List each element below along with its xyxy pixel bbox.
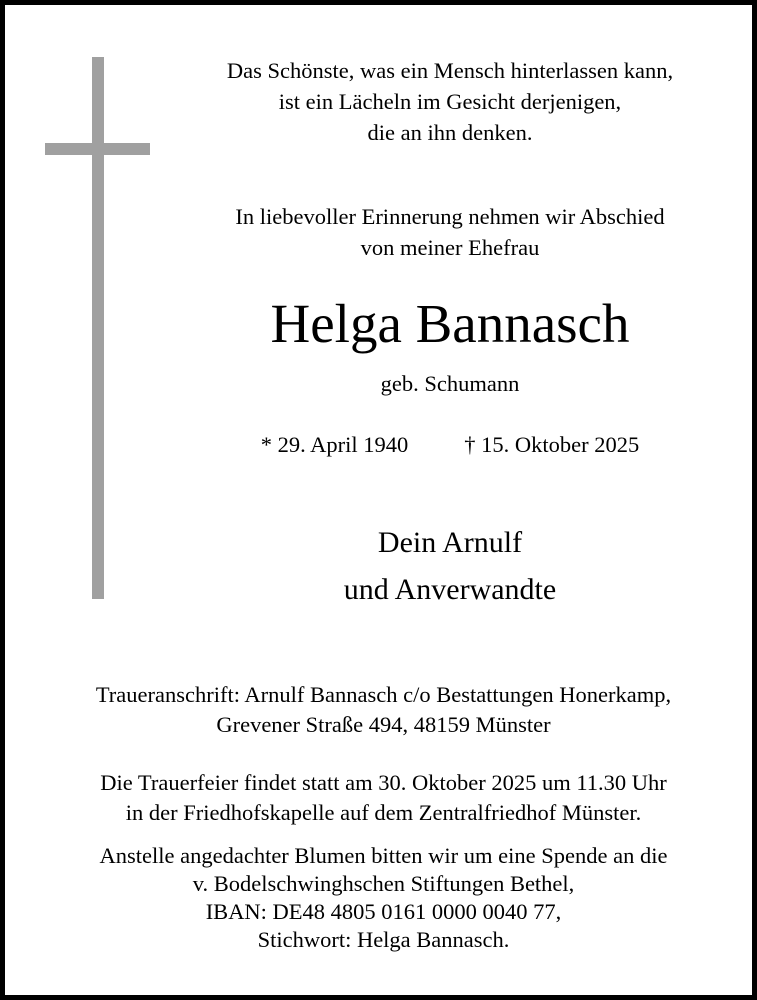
quote-line: die an ihn denken. [367, 120, 533, 145]
mourning-address [25, 680, 742, 740]
farewell-intro [155, 201, 745, 263]
donation-keyword: Stichwort: Helga Bannasch. [257, 927, 510, 952]
intro-line: In liebevoller Erinnerung nehmen wir Abschied [235, 204, 665, 229]
donation-request [25, 842, 742, 954]
address-line: Traueranschrift: Arnulf Bannasch c/o Bestattungen Honerkamp, [95, 682, 672, 707]
intro-line: von meiner Ehefrau [360, 235, 540, 260]
donation-iban: IBAN: DE48 4805 0161 0000 0040 77, [205, 899, 562, 924]
address-line: Grevener Straße 494, 48159 Münster [216, 712, 551, 737]
death-date: † 15. Oktober 2025 [464, 432, 640, 457]
ceremony-line: in der Friedhofskapelle auf dem Zentralfriedhof Münster. [125, 800, 642, 825]
quote-line: Das Schönste, was ein Mensch hinterlassen kann, [226, 58, 674, 83]
mourner-line: Dein Arnulf [377, 526, 523, 559]
funeral-ceremony-info [25, 768, 742, 828]
birth-date: * 29. April 1940 [260, 432, 409, 457]
deceased-name: Helga Bannasch [270, 293, 630, 354]
mourner-line: und Anverwandte [343, 573, 557, 606]
cross-horizontal-beam [45, 143, 150, 155]
mourners [155, 519, 745, 613]
ceremony-line: Die Trauerfeier findet statt am 30. Oktober 2025 um 11.30 Uhr [100, 770, 667, 795]
life-dates [155, 429, 745, 461]
cross-vertical-beam [92, 57, 104, 599]
donation-line: Anstelle angedachter Blumen bitten wir um eine Spende an die [99, 843, 668, 868]
memorial-quote [155, 55, 745, 148]
donation-line: v. Bodelschwinghschen Stiftungen Bethel, [192, 871, 575, 896]
quote-line: ist ein Lächeln im Gesicht derjenigen, [278, 89, 622, 114]
maiden-name: geb. Schumann [380, 371, 520, 396]
